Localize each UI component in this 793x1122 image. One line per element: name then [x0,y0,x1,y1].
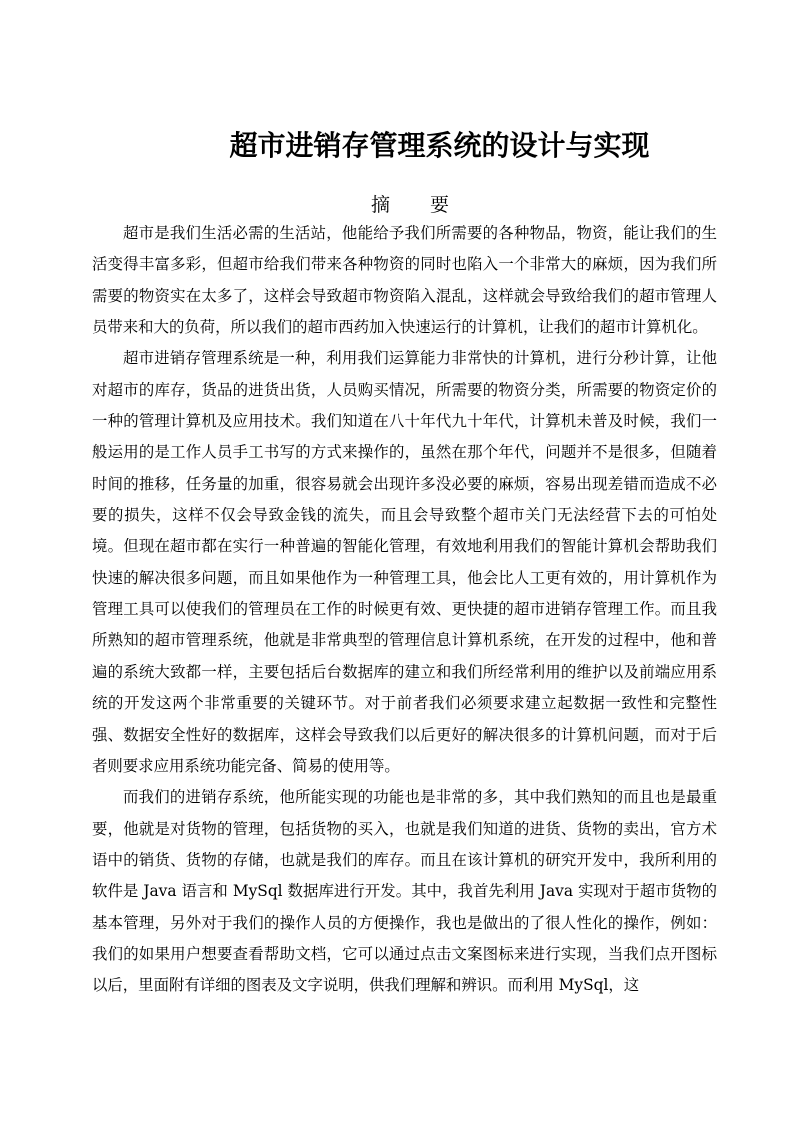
abstract-paragraph-3: 而我们的进销存系统，他所能实现的功能也是非常的多，其中我们熟知的而且也是最重要，他就是对货物的管理，包括货物的买入，也就是我们知道的进货、货物的卖出，官方术语中的销货、货物的存储，也就是我们的库存。而且在该计算机的研究开发中，我所利用的软件是 Java 语言和 MySql 数据库进行开发。其中，我首先利用 Java 实现对于超市货物的基本管理，另外对于我们的操作人员的方便操作，我也是做出的了很人性化的操作，例如：我们的如果用户想要查看帮助文档，它可以通过点击文案图标来进行实现，当我们点开图标以后，里面附有详细的图表及文字说明，供我们理解和辨识。而利用 MySql，这 [92,788,717,995]
abstract-body [92,218,717,1002]
abstract-heading: 摘 要 [370,194,467,216]
abstract-paragraph-1: 超市是我们生活必需的生活站，他能给予我们所需要的各种物品，物资，能让我们的生活变得丰富多彩，但超市给我们带来各种物资的同时也陷入一个非常大的麻烦，因为我们所需要的物资实在太多了，这样会导致超市物资陷入混乱，这样就会导致给我们的超市管理人员带来和大的负荷，所以我们的超市西药加入快速运行的计算机，让我们的超市计算机化。 [92,224,717,337]
paper-title: 超市进销存管理系统的设计与实现 [229,129,650,162]
abstract-paragraph-2: 超市进销存管理系统是一种，利用我们运算能力非常快的计算机，进行分秒计算，让他对超市的库存，货品的进货出货，人员购买情况，所需要的物资分类，所需要的物资定价的一种的管理计算机及应用技术。我们知道在八十年代九十年代，计算机未普及时候，我们一般运用的是工作人员手工书写的方式来操作的，虽然在那个年代，问题并不是很多，但随着时间的推移，任务量的加重，很容易就会出现许多没必要的麻烦，容易出现差错而造成不必要的损失，这样不仅会导致金钱的流失，而且会导致整个超市关门无法经营下去的可怕处境。但现在超市都在实行一种普遍的智能化管理，有效地利用我们的智能计算机会帮助我们快速的解决很多问题，而且如果他作为一种管理工具，他会比人工更有效的，用计算机作为管理工具可以使我们的管理员在工作的时候更有效、更快捷的超市进销存管理工作。而且我所熟知的超市管理系统，他就是非常典型的管理信息计算机系统，在开发的过程中，他和普遍的系统大致都一样，主要包括后台数据库的建立和我们所经常利用的维护以及前端应用系统的开发这两个非常重要的关键环节。对于前者我们必须要求建立起数据一致性和完整性强、数据安全性好的数据库，这样会导致我们以后更好的解决很多的计算机问题，而对于后者则要求应用系统功能完备、简易的使用等。 [92,349,717,775]
